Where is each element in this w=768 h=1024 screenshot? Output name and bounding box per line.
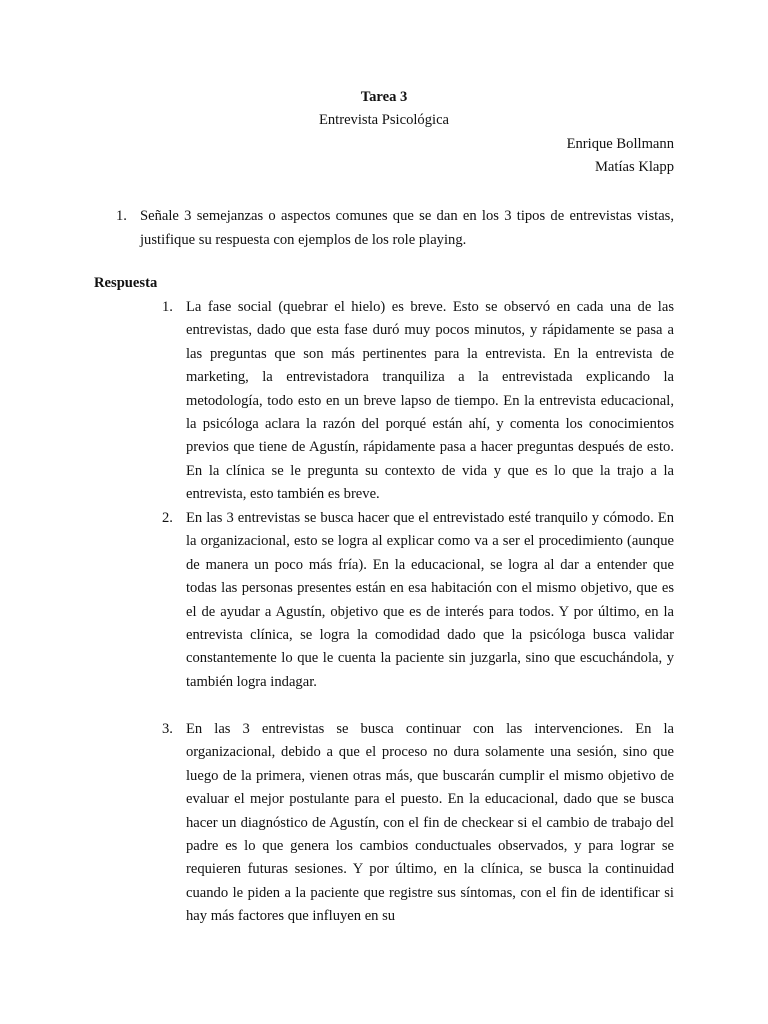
answer-number: 3.	[162, 721, 173, 737]
question-text: Señale 3 semejanzas o aspectos comunes que se dan en los 3 tipos de entrevistas vistas, justifique su respuesta con ejemplos de los role playing.	[140, 208, 674, 248]
author-name: Matías Klapp	[594, 159, 674, 175]
answer-text: En las 3 entrevistas se busca hacer que el entrevistado esté tranquilo y cómodo. En la organizacional, esto se logra al explicar como va a ser el procedimiento (aunque de manera un poco más fría). En la educacional, se logra al dar a entender que todas las personas presentes están en esa habitación con el mismo objetivo, que es el de ayudar a Agustín, objetivo que es de interés para todos. Y por último, en la entrevista clínica, se logra la comodidad dado que la psicóloga busca validar constantemente lo que le cuenta la paciente sin juzgarla, sino que escuchándola, y también logra indagar.	[186, 510, 674, 690]
answer-number: 2.	[162, 510, 173, 526]
answer-text: En las 3 entrevistas se busca continuar con las intervenciones. En la organizacional, debido a que el proceso no dura solamente una sesión, sino que luego de la primera, vienen otras más, que buscarán cumplir el mismo objetivo de evaluar el mejor postulante para el puesto. En la educacional, dado que se busca hacer un diagnóstico de Agustín, con el fin de checkear si el cambio de trabajo del padre es lo que genera los cambios conductuales observados, y para lograr se requieren futuras sesiones. Y por último, en la clínica, se busca la continuidad cuando le piden a la paciente que registre sus síntomas, con el fin de identificar si hay más factores que influyen en su	[186, 721, 674, 925]
document-subtitle: Entrevista Psicológica	[318, 112, 450, 128]
question-item	[116, 204, 674, 252]
answer-item	[162, 296, 674, 507]
answer-item	[162, 718, 674, 940]
answer-number: 1.	[162, 299, 173, 315]
answer-text: La fase social (quebrar el hielo) es breve. Esto se observó en cada una de las entrevistas, dado que esta fase duró muy pocos minutos, y rápidamente se pasa a las preguntas que son más pertinentes para la entrevista. En la entrevista de marketing, la entrevistadora tranquiliza a la entrevistada explicando la metodología, todo esto en un breve lapso de tiempo. En la entrevista educacional, la psicóloga aclara la razón del porqué están ahí, y comenta los conocimientos previos que tiene de Agustín, rápidamente pasa a hacer preguntas después de esto. En la clínica se le pregunta su contexto de vida y que es lo que la trajo a la entrevista, esto también es breve.	[186, 299, 674, 503]
response-heading: Respuesta	[94, 275, 158, 291]
answer-item	[162, 507, 674, 694]
document-title: Tarea 3	[360, 89, 408, 105]
author-name: Enrique Bollmann	[566, 136, 674, 152]
question-number: 1.	[116, 208, 127, 224]
